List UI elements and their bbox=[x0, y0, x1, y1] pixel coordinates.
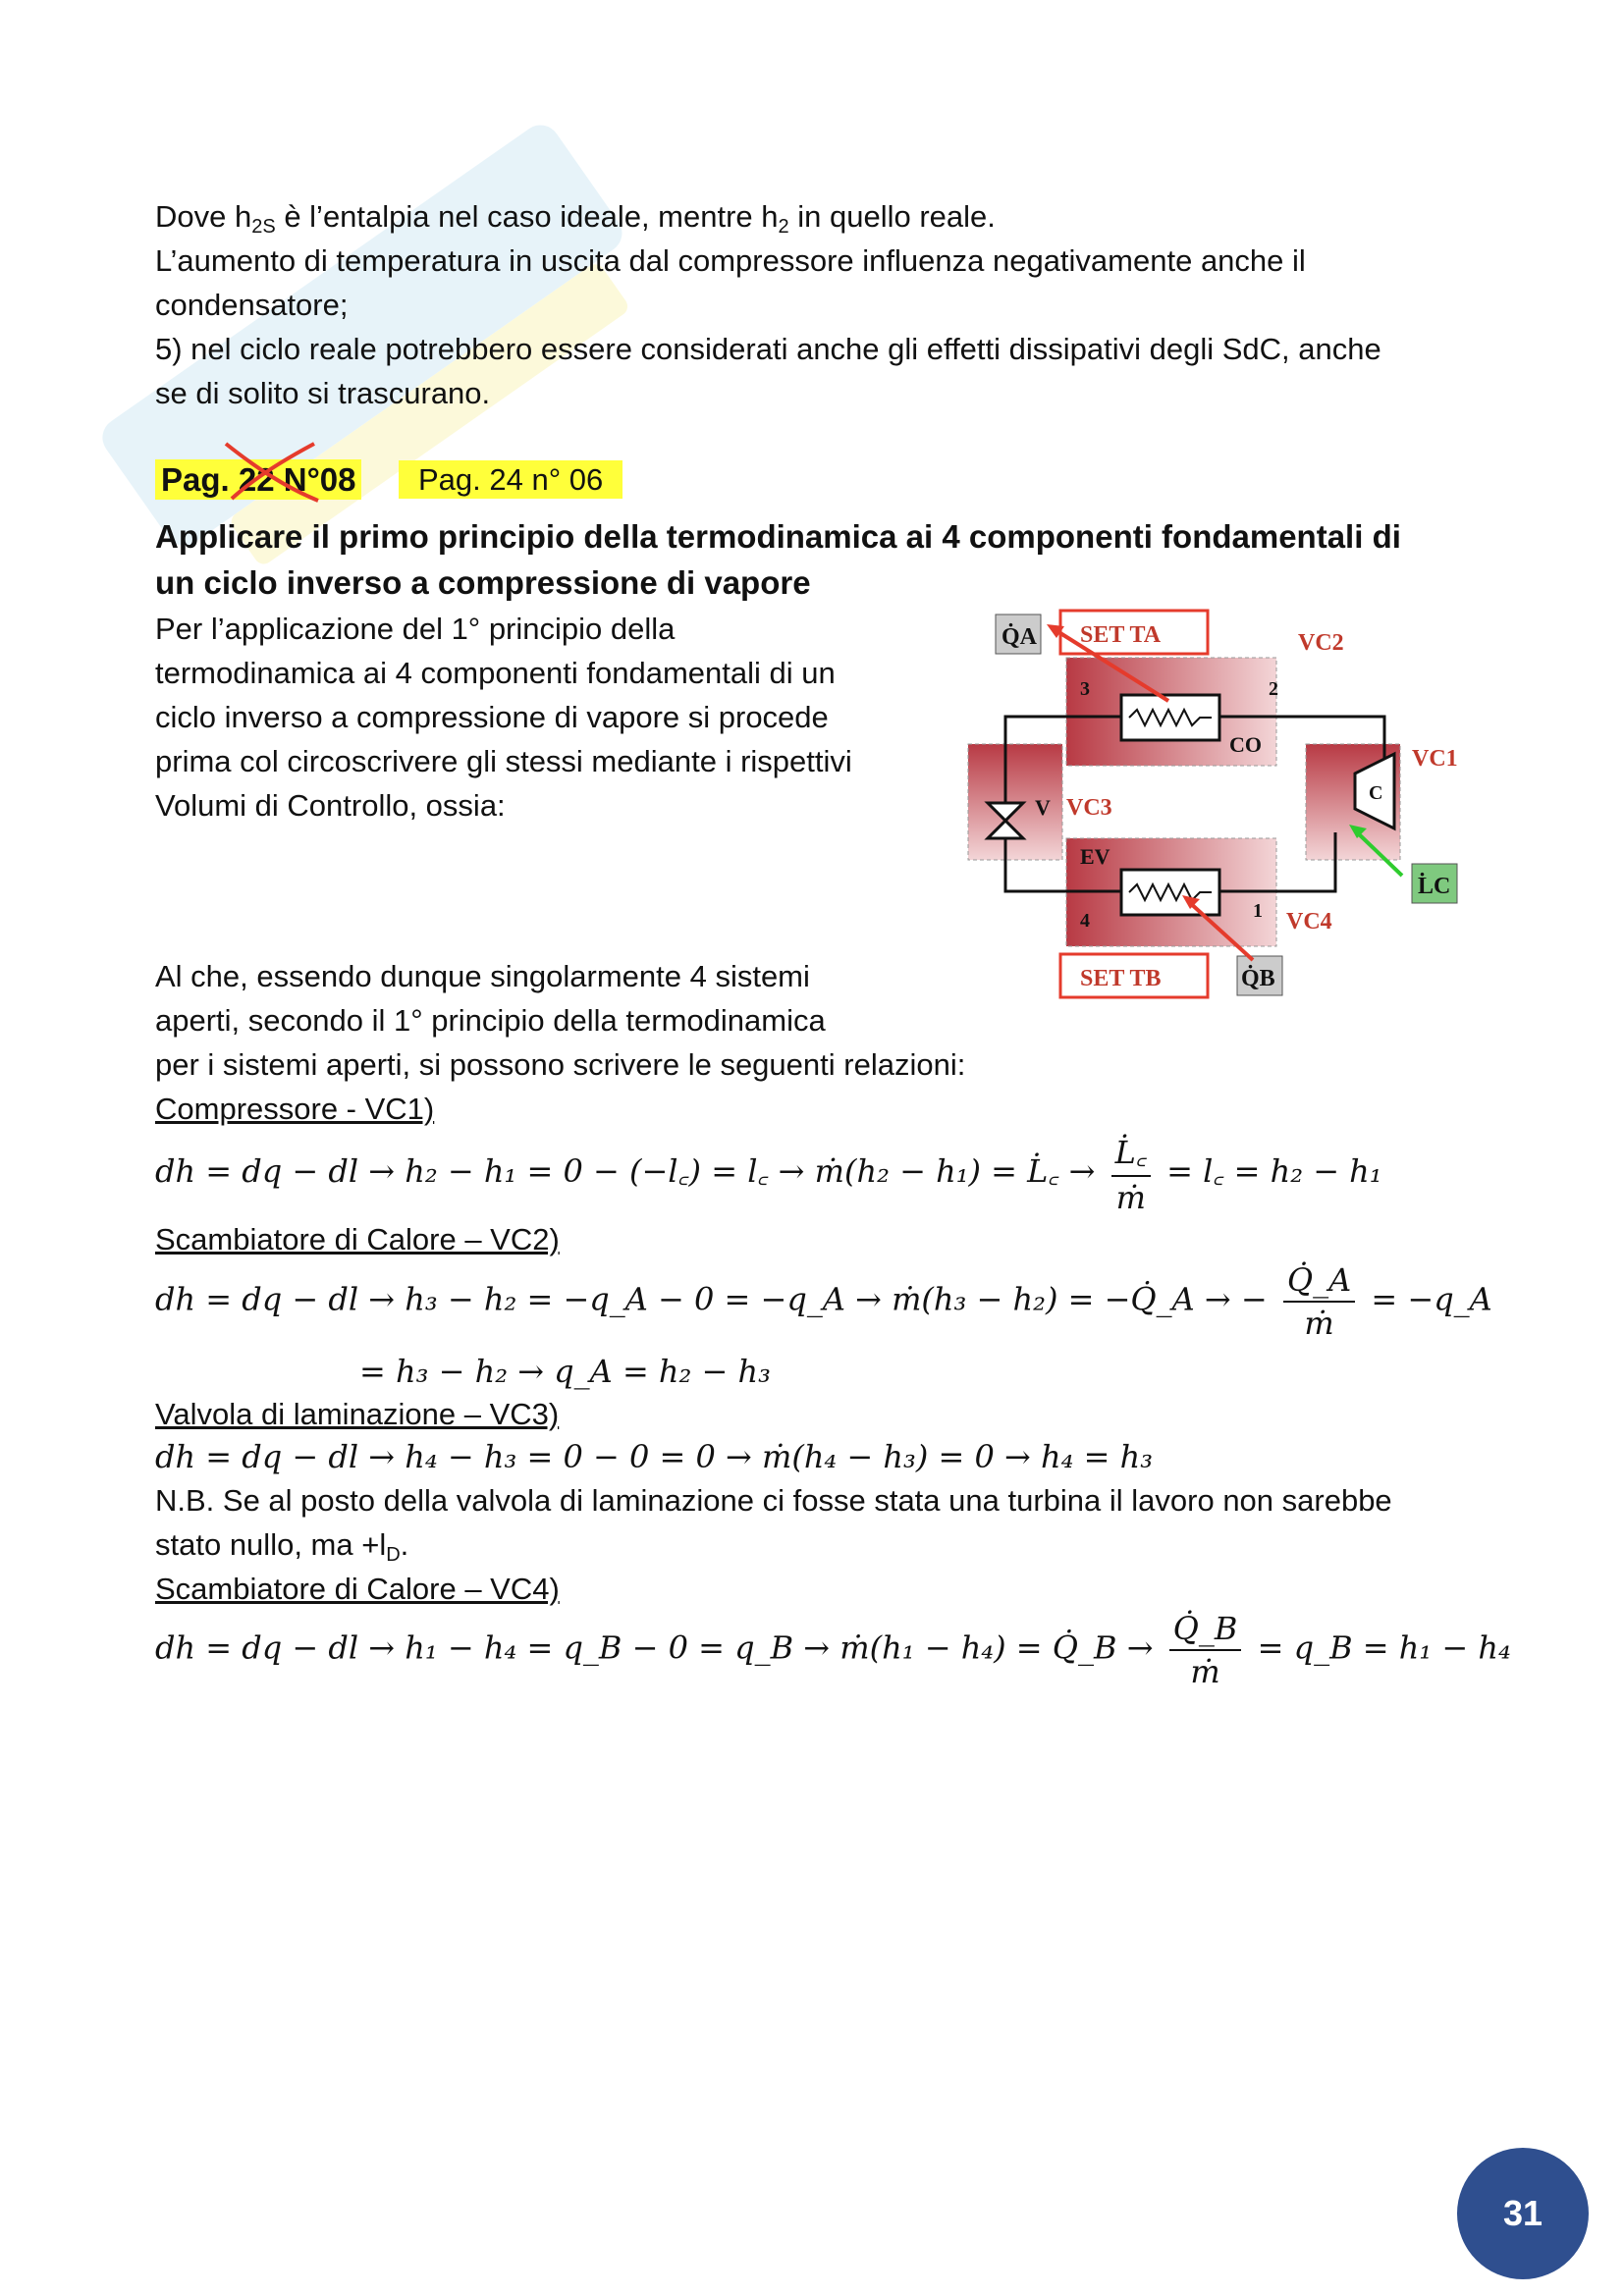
qb-label: Q̇B bbox=[1241, 966, 1275, 991]
para2-line-3: per i sistemi aperti, si possono scrivere le seguenti relazioni: bbox=[155, 1047, 966, 1082]
intro-line-3: condensatore; bbox=[155, 288, 349, 322]
qa-label: Q̇A bbox=[1001, 624, 1037, 650]
vc2-label: VC2 bbox=[1298, 630, 1344, 656]
section-vc1-heading: Compressore - VC1) bbox=[155, 1092, 435, 1126]
intro-line-5: se di solito si trascurano. bbox=[155, 376, 491, 410]
question-title-line-1: Applicare il primo principio della termodinamica ai 4 componenti fondamentali di bbox=[155, 518, 1401, 555]
note-line-1: N.B. Se al posto della valvola di laminazione ci fosse stata una turbina il lavoro non sarebbe bbox=[155, 1483, 1392, 1518]
para1-line-5: Volumi di Controllo, ossia: bbox=[155, 788, 506, 823]
refrigeration-cycle-diagram bbox=[962, 607, 1473, 999]
para1-line-4: prima col circoscrivere gli stessi mediante i rispettivi bbox=[155, 744, 852, 778]
intro-line-2: L’aumento di temperatura in uscita dal compressore influenza negativamente anche il bbox=[155, 243, 1306, 278]
page-reference-new: Pag. 24 n° 06 bbox=[399, 457, 623, 502]
para2-line-2: aperti, secondo il 1° principio della termodinamica bbox=[155, 1003, 826, 1038]
note-line-2: stato nullo, ma $+l_D$. bbox=[155, 1527, 409, 1566]
ev-label: EV bbox=[1080, 844, 1110, 869]
node-1: 1 bbox=[1253, 900, 1263, 922]
v-label: V bbox=[1035, 795, 1051, 820]
vc3-label: VC3 bbox=[1066, 795, 1112, 821]
vc1-label: VC1 bbox=[1412, 746, 1458, 772]
para2-line-1: Al che, essendo dunque singolarmente 4 sistemi bbox=[155, 959, 810, 993]
intro-line-4: 5) nel ciclo reale potrebbero essere considerati anche gli effetti dissipativi degli SdC, anche bbox=[155, 332, 1381, 366]
set-tb-label: SET TB bbox=[1080, 966, 1162, 991]
lc-label: L̇C bbox=[1418, 874, 1451, 899]
equation-vc3: dh = dq − dl → h₄ − h₃ = 0 − 0 = 0 → ṁ(h₄ − h₃) = 0 → h₄ = h₃ bbox=[155, 1438, 1154, 1475]
equation-vc1: dh = dq − dl → h₂ − h₁ = 0 − (−l꜀) = l꜀ → ṁ(h₂ − h₁) = L̇꜀ → $\frac{L̇꜀}{\text{ṁ}}$ = l꜀ = h₂ − h₁ bbox=[155, 1131, 1382, 1216]
para1-line-3: ciclo inverso a compressione di vapore si procede bbox=[155, 700, 829, 734]
set-ta-label: SET TA bbox=[1080, 622, 1162, 648]
equation-vc4: dh = dq − dl → h₁ − h₄ = q_B − 0 = q_B → ṁ(h₁ − h₄) = Q̇_B → $\frac{Q̇\_B}{\text{ṁ}}$ = q_B = h₁ − h₄ bbox=[155, 1610, 1511, 1690]
question-title-line-2: un ciclo inverso a compressione di vapore bbox=[155, 564, 811, 601]
section-vc3-heading: Valvola di laminazione – VC3) bbox=[155, 1397, 560, 1431]
vc4-label: VC4 bbox=[1286, 909, 1332, 934]
para1-line-2: termodinamica ai 4 componenti fondamentali di un bbox=[155, 656, 836, 690]
page-reference-old: Pag. 22 N°08 bbox=[155, 457, 361, 503]
section-vc2-heading: Scambiatore di Calore – VC2) bbox=[155, 1222, 560, 1256]
node-3: 3 bbox=[1080, 678, 1090, 700]
co-label: CO bbox=[1229, 732, 1262, 757]
equation-vc2: dh = dq − dl → h₃ − h₂ = −q_A − 0 = −q_A → ṁ(h₃ − h₂) = −Q̇_A → − $\frac{Q̇\_A}{\text{ṁ}}$ = −q_A bbox=[155, 1261, 1492, 1342]
node-2: 2 bbox=[1269, 678, 1278, 700]
section-vc4-heading: Scambiatore di Calore – VC4) bbox=[155, 1572, 560, 1606]
page-number-badge: 31 bbox=[1457, 2148, 1589, 2279]
c-label: C bbox=[1369, 782, 1383, 804]
para1-line-1: Per l’applicazione del 1° principio della bbox=[155, 612, 676, 646]
node-4: 4 bbox=[1080, 910, 1090, 932]
intro-line-1: Dove $h_{2S}$ è l’entalpia nel caso ideale, mentre $h_2$ in quello reale. bbox=[155, 199, 996, 238]
strike-cross-icon bbox=[216, 438, 334, 507]
equation-vc2-continued: = h₃ − h₂ → q_A = h₂ − h₃ bbox=[359, 1353, 771, 1390]
